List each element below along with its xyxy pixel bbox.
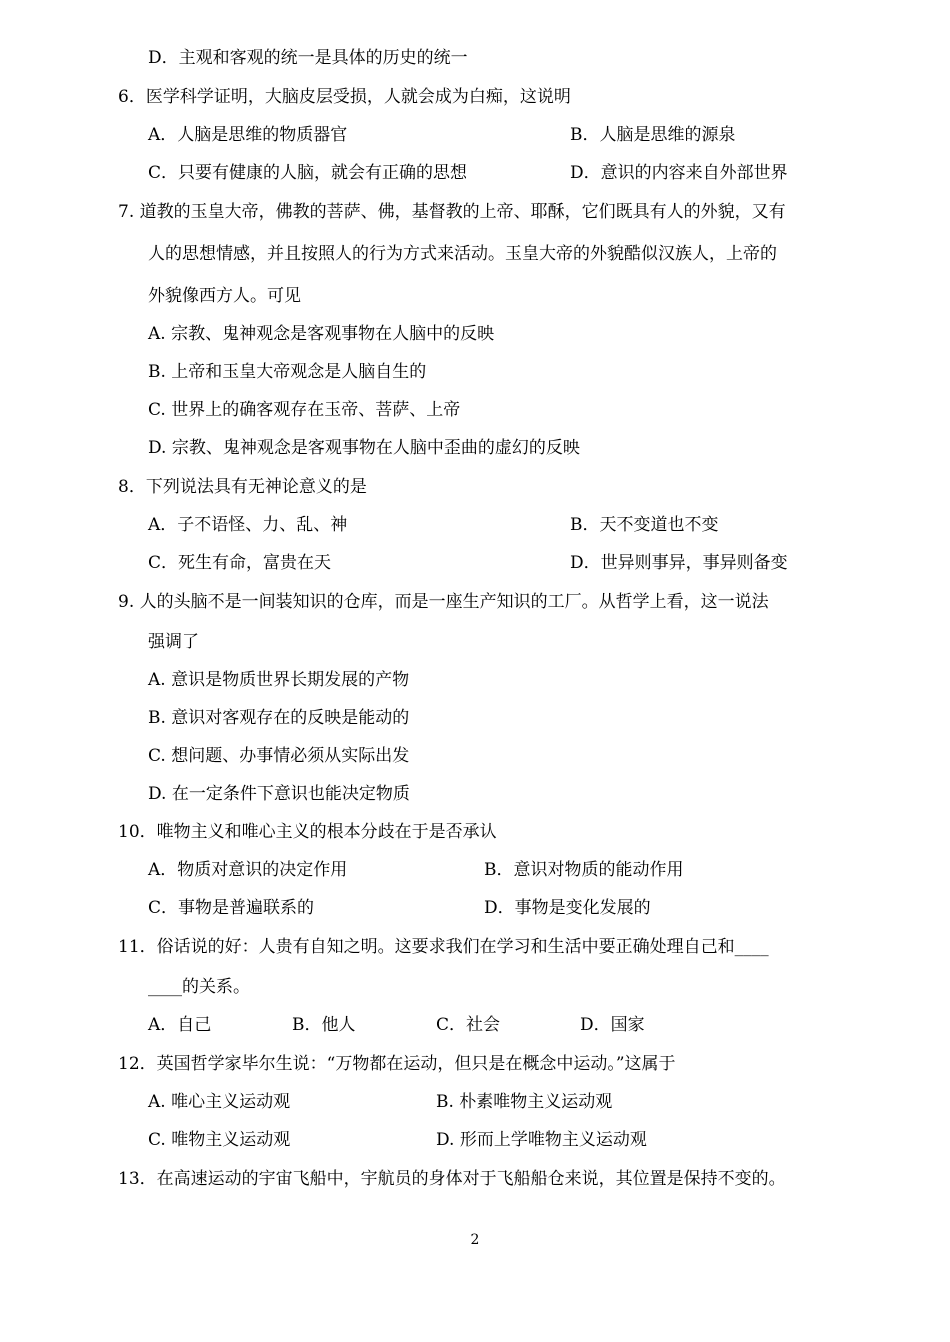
q12-option-c: C. 唯物主义运动观 — [148, 1130, 291, 1150]
q12-option-a: A. 唯心主义运动观 — [148, 1092, 291, 1112]
q8-option-c: C．死生有命，富贵在天 — [148, 553, 332, 573]
q10-option-d: D．事物是变化发展的 — [484, 898, 651, 918]
q6-option-a: A．人脑是思维的物质器官 — [148, 125, 348, 145]
q13-stem: 13．在高速运动的宇宙飞船中，宇航员的身体对于飞船船仓来说，其位置是保持不变的。 — [118, 1169, 786, 1189]
q10-stem: 10．唯物主义和唯心主义的根本分歧在于是否承认 — [118, 822, 497, 842]
q7-option-c: C. 世界上的确客观存在玉帝、菩萨、上帝 — [148, 400, 461, 420]
q6-option-c: C．只要有健康的人脑，就会有正确的思想 — [148, 163, 468, 183]
q11-option-c: C．社会 — [436, 1015, 501, 1035]
q11-option-d: D．国家 — [580, 1015, 645, 1035]
q12-stem: 12．英国哲学家毕尔生说：“万物都在运动，但只是在概念中运动。”这属于 — [118, 1054, 676, 1074]
q9-stem-line2: 强调了 — [148, 632, 199, 652]
q6-option-d: D．意识的内容来自外部世界 — [570, 163, 788, 183]
q9-stem-line1: 9. 人的头脑不是一间装知识的仓库，而是一座生产知识的工厂。从哲学上看，这一说法 — [118, 592, 769, 612]
q10-option-b: B．意识对物质的能动作用 — [484, 860, 684, 880]
q7-stem-line1: 7. 道教的玉皇大帝，佛教的菩萨、佛，基督教的上帝、耶酥，它们既具有人的外貌，又有 — [118, 202, 786, 222]
q10-option-c: C．事物是普遍联系的 — [148, 898, 315, 918]
q9-option-d: D. 在一定条件下意识也能决定物质 — [148, 784, 410, 804]
q6-stem: 6．医学科学证明，大脑皮层受损，人就会成为白痴，这说明 — [118, 87, 571, 107]
q8-stem: 8．下列说法具有无神论意义的是 — [118, 477, 367, 497]
q9-option-c: C. 想问题、办事情必须从实际出发 — [148, 746, 410, 766]
q10-option-a: A．物质对意识的决定作用 — [148, 860, 348, 880]
q8-option-a: A．子不语怪、力、乱、神 — [148, 515, 348, 535]
q7-stem-line3: 外貌像西方人。可见 — [148, 286, 301, 306]
q7-option-d: D. 宗教、鬼神观念是客观事物在人脑中歪曲的虚幻的反映 — [148, 438, 580, 458]
q8-option-b: B．天不变道也不变 — [570, 515, 719, 535]
page-number: 2 — [470, 1232, 480, 1248]
q7-option-a: A. 宗教、鬼神观念是客观事物在人脑中的反映 — [148, 324, 495, 344]
q11-option-b: B．他人 — [292, 1015, 356, 1035]
q9-option-a: A. 意识是物质世界长期发展的产物 — [148, 670, 410, 690]
q6-option-b: B．人脑是思维的源泉 — [570, 125, 736, 145]
q12-option-b: B. 朴素唯物主义运动观 — [436, 1092, 613, 1112]
q11-option-a: A．自己 — [148, 1015, 212, 1035]
q5-option-d: D．主观和客观的统一是具体的历史的统一 — [148, 48, 468, 68]
q11-stem-line2: ____的关系。 — [148, 977, 250, 997]
q8-option-d: D．世异则事异，事异则备变 — [570, 553, 788, 573]
q11-stem-line1: 11．俗话说的好：人贵有自知之明。这要求我们在学习和生活中要正确处理自己和____ — [118, 937, 769, 957]
q9-option-b: B. 意识对客观存在的反映是能动的 — [148, 708, 410, 728]
q7-stem-line2: 人的思想情感，并且按照人的行为方式来活动。玉皇大帝的外貌酷似汉族人，上帝的 — [148, 244, 777, 264]
q7-option-b: B. 上帝和玉皇大帝观念是人脑自生的 — [148, 362, 427, 382]
q12-option-d: D. 形而上学唯物主义运动观 — [436, 1130, 647, 1150]
